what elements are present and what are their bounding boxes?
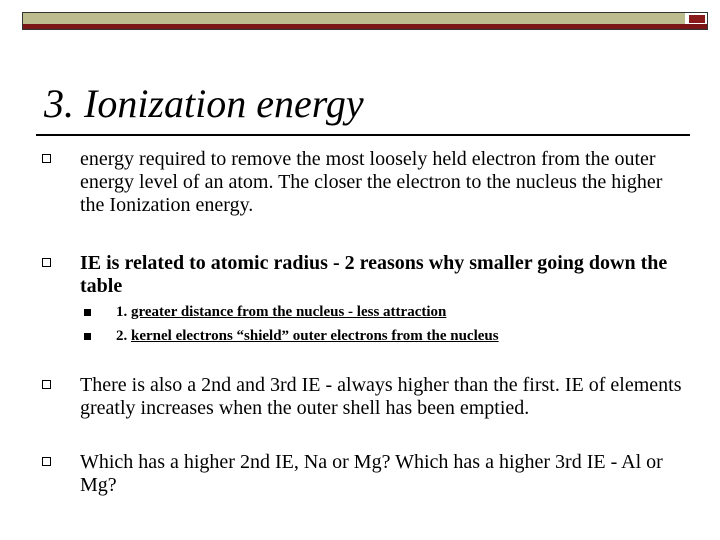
bullet-text-definition: energy required to remove the most loosely held electron from the outer energy level of an atom. The closer the electron to the nucleus the higher the Ionization energy. bbox=[80, 148, 663, 216]
bullet-hollow-square-icon bbox=[42, 380, 51, 389]
header-red-stripe bbox=[23, 24, 707, 29]
slide-title: 3. Ionization energy bbox=[44, 81, 364, 126]
title-underline-divider bbox=[36, 134, 690, 136]
bullet-text-atomic-radius: IE is related to atomic radius - 2 reasons why smaller going down the table bbox=[80, 252, 668, 297]
bullet-hollow-square-icon bbox=[42, 258, 51, 267]
sub-bullet-number: 2. bbox=[116, 328, 128, 344]
sub-bullet-square-icon bbox=[84, 309, 91, 316]
sub-bullet-square-icon bbox=[84, 333, 91, 340]
header-olive-band bbox=[23, 13, 685, 24]
sub-bullet-item-1 bbox=[116, 303, 446, 321]
bullet-hollow-square-icon bbox=[42, 457, 51, 466]
sub-bullet-text: kernel electrons “shield” outer electrons from the nucleus bbox=[131, 328, 499, 344]
bullet-hollow-square-icon bbox=[42, 154, 51, 163]
sub-bullet-text: greater distance from the nucleus - less attraction bbox=[131, 304, 447, 320]
sub-bullet-item-2 bbox=[116, 327, 499, 345]
bullet-text-question: Which has a higher 2nd IE, Na or Mg? Which has a higher 3rd IE - Al or Mg? bbox=[80, 451, 663, 496]
header-corner-block bbox=[689, 15, 705, 23]
header-decoration-bar bbox=[22, 12, 708, 30]
bullet-text-second-third-ie: There is also a 2nd and 3rd IE - always higher than the first. IE of elements greatly increases when the outer shell has been emptied. bbox=[80, 374, 682, 419]
sub-bullet-number: 1. bbox=[116, 304, 128, 320]
